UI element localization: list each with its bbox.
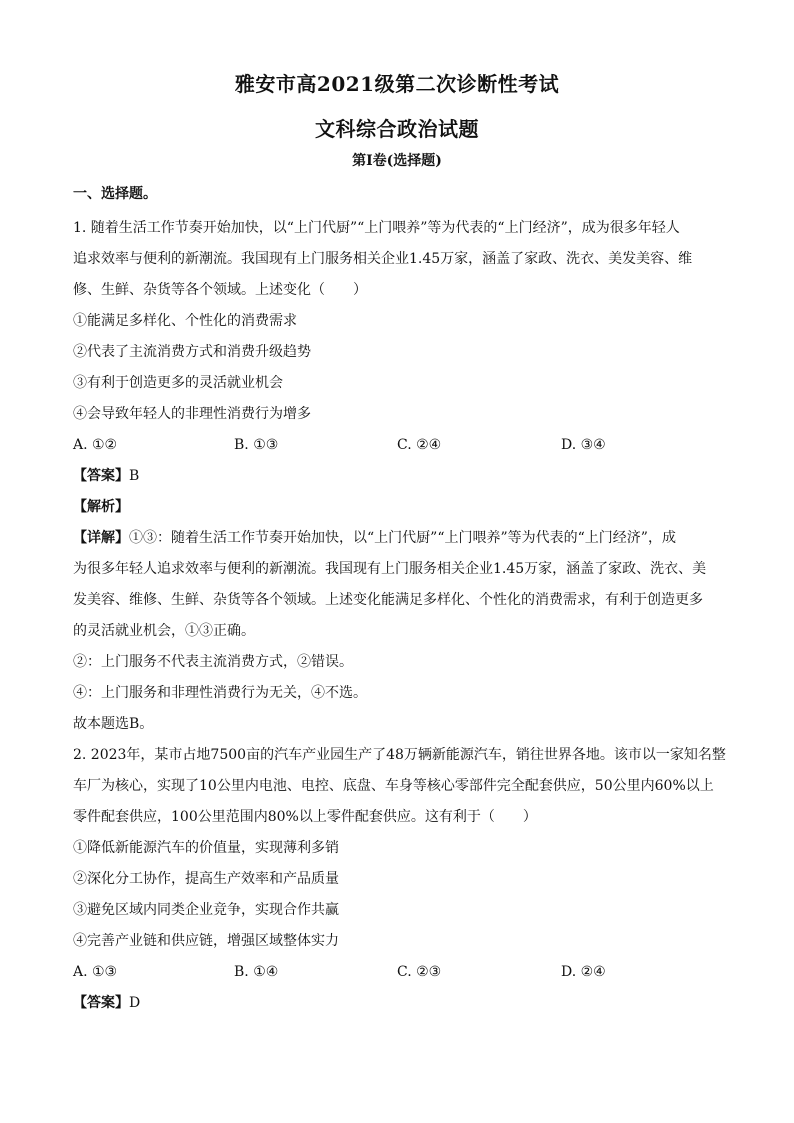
statement-option: ③避免区域内同类企业竞争，实现合作共赢 <box>73 902 339 918</box>
answer-tag: 【答案】 <box>73 995 129 1011</box>
answer-choices <box>73 957 721 988</box>
choice-d: D. ②④ <box>561 964 606 980</box>
volume-heading: 第Ⅰ卷(选择题) <box>352 153 442 169</box>
statement-option: ②深化分工协作，提高生产效率和产品质量 <box>73 871 339 887</box>
choice-a: A. ①③ <box>73 964 118 980</box>
detail-line: ④：上门服务和非理性消费行为无关，④不选。 <box>73 685 367 701</box>
question-2 <box>73 740 726 1019</box>
conclusion-line: 故本题选B。 <box>73 716 154 732</box>
choice-b: B. ①③ <box>234 437 279 453</box>
choice-c: C. ②④ <box>397 437 442 453</box>
statement-option: ④会导致年轻人的非理性消费行为增多 <box>73 406 311 422</box>
detail-line: 为很多年轻人追求效率与便利的新潮流。我国现有上门服务相关企业1.45万家，涵盖了家政、洗衣、美 <box>73 561 707 577</box>
choice-c: C. ②③ <box>397 964 442 980</box>
detail-line <box>73 523 721 554</box>
statement-option: ③有利于创造更多的灵活就业机会 <box>73 375 283 391</box>
question-stem-line: 1. 随着生活工作节奏开始加快，以“上门代厨”“上门喂养”等为代表的“上门经济”，成为很多年轻人 <box>73 220 680 236</box>
answer-line <box>73 461 721 492</box>
statement-option: ④完善产业链和供应链，增强区域整体实力 <box>73 933 339 949</box>
question-1 <box>73 213 721 740</box>
question-stem-line: 追求效率与便利的新潮流。我国现有上门服务相关企业1.45万家，涵盖了家政、洗衣、美发美容、维 <box>73 251 693 267</box>
analysis-line <box>73 492 721 523</box>
answer-value: D <box>129 995 141 1011</box>
question-stem-line: 2. 2023年，某市占地7500亩的汽车产业园生产了48万辆新能源汽车，销往世界各地。该市以一家知名整 <box>73 747 726 763</box>
answer-value: B <box>129 468 140 484</box>
detail-tag: 【详解】 <box>73 530 129 546</box>
detail-line: 发美容、维修、生鲜、杂货等各个领域。上述变化能满足多样化、个性化的消费需求，有利于创造更多 <box>73 592 703 608</box>
detail-text: ①③：随着生活工作节奏开始加快，以“上门代厨”“上门喂养”等为代表的“上门经济”，成 <box>129 530 676 546</box>
choice-a: A. ①② <box>73 437 118 453</box>
detail-line: 的灵活就业机会，①③正确。 <box>73 623 255 639</box>
section-heading: 一、选择题。 <box>73 186 157 202</box>
answer-tag: 【答案】 <box>73 468 129 484</box>
question-stem-line: 零件配套供应，100公里范围内80%以上零件配套供应。这有利于（ ） <box>73 809 537 825</box>
question-stem-line: 修、生鲜、杂货等各个领域。上述变化（ ） <box>73 282 367 298</box>
questions-body <box>73 213 726 1019</box>
answer-choices <box>73 430 721 461</box>
answer-line <box>73 988 721 1019</box>
detail-line: ②：上门服务不代表主流消费方式，②错误。 <box>73 654 353 670</box>
choice-b: B. ①④ <box>234 964 279 980</box>
statement-option: ①能满足多样化、个性化的消费需求 <box>73 313 297 329</box>
statement-option: ②代表了主流消费方式和消费升级趋势 <box>73 344 311 360</box>
choice-d: D. ③④ <box>561 437 606 453</box>
statement-option: ①降低新能源汽车的价值量，实现薄利多销 <box>73 840 339 856</box>
question-stem-line: 车厂为核心，实现了10公里内电池、电控、底盘、车身等核心零部件完全配套供应，50公里内60%以上 <box>73 778 714 794</box>
analysis-tag: 【解析】 <box>73 499 129 515</box>
exam-title: 雅安市高2021级第二次诊断性考试 <box>234 72 560 96</box>
exam-subtitle: 文科综合政治试题 <box>315 117 479 141</box>
